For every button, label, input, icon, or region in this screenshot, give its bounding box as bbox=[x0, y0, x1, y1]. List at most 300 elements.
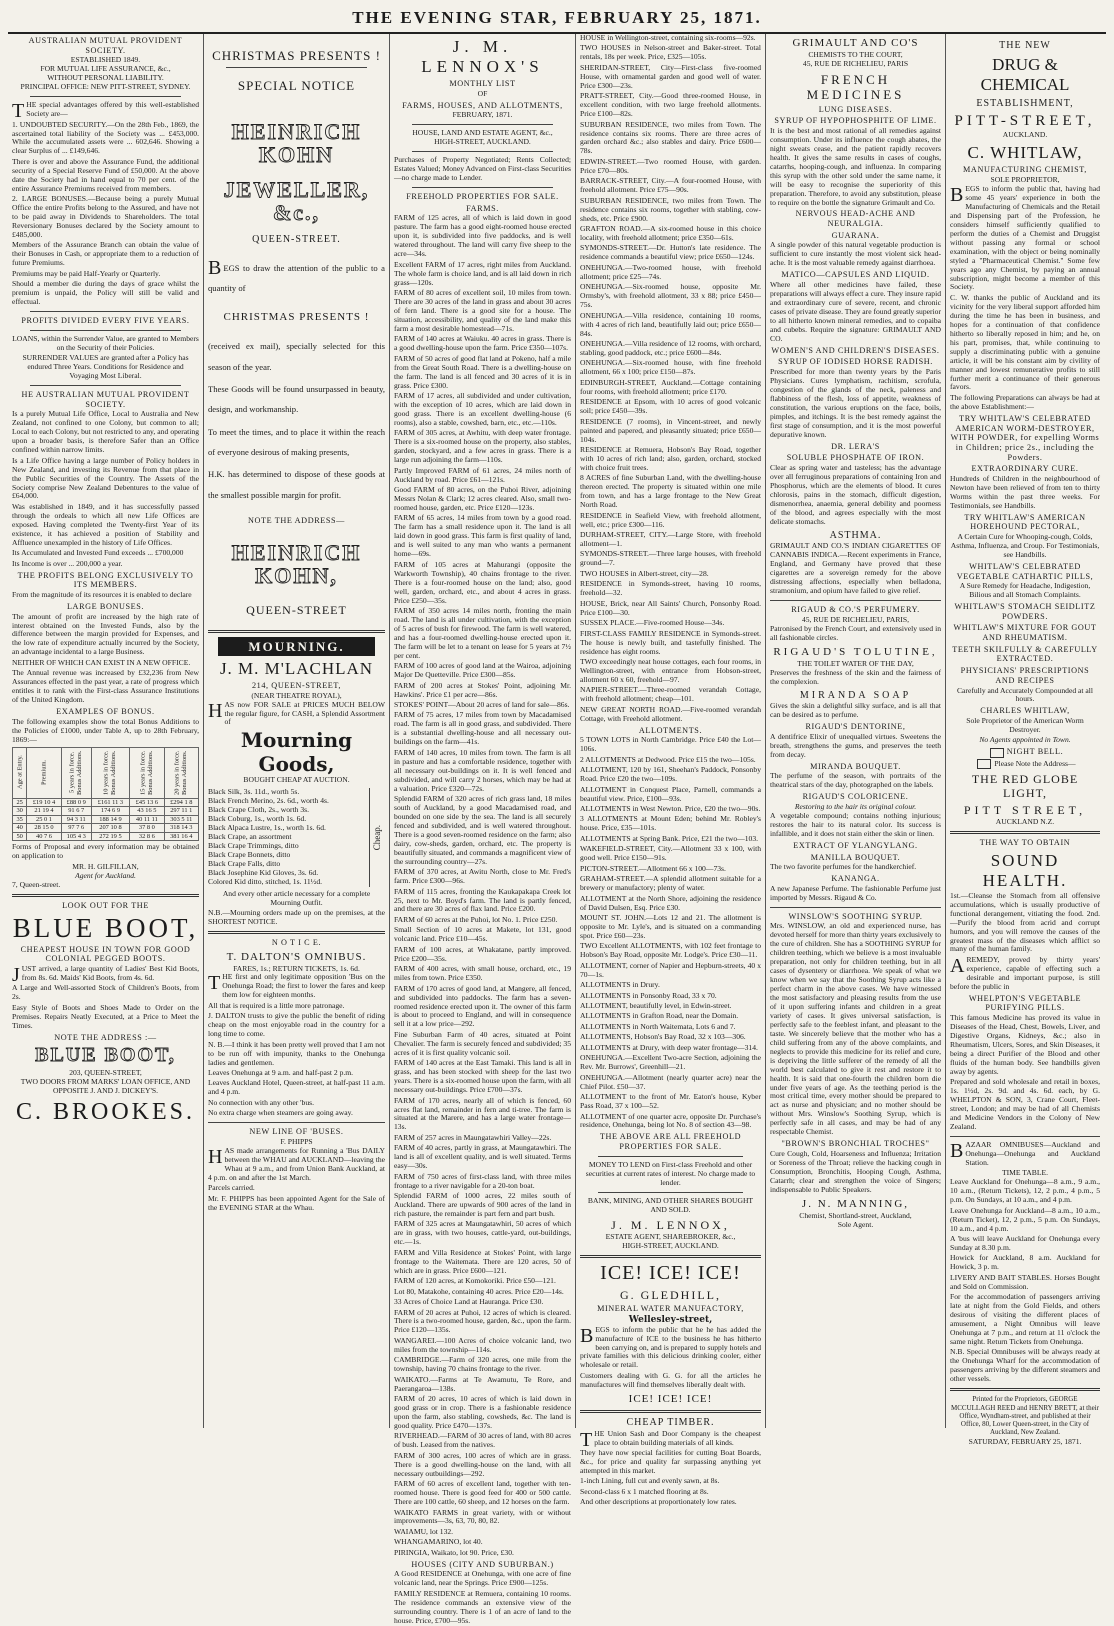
auckland: AUCKLAND. bbox=[1002, 130, 1048, 140]
table-cell: 303 5 11 bbox=[164, 815, 198, 824]
list-item: ALLOTMENT, 120 by 161, Sheehan's Paddock, Ponsonby Road. Price £20 the two—109s. bbox=[580, 765, 761, 784]
night-bell-label: NIGHT BELL. bbox=[1006, 747, 1064, 757]
tolutine-paragraph: Preserves the freshness of the skin and the fairness of the complexion. bbox=[770, 667, 941, 686]
list-item: RESIDENCE in Symonds-street, having 10 rooms, freehold—32. bbox=[580, 579, 761, 598]
amp2-paragraph: Is a purely Mutual Life Office, Local to Australia and New Zealand, not confined to one Colony, but common to all; Local to each Colony, but not restricted to any, and operating upon a broader basis, is therefore Safer than an Office confined within narrow limits. bbox=[12, 409, 199, 455]
women-children-heading: WOMEN'S AND CHILDREN'S DISEASES. bbox=[771, 345, 940, 355]
coloricene-heading: RIGAUD'S COLORICENE. bbox=[802, 792, 909, 802]
list-item: ALLOTMENT to the front of Mr. Eaton's house, Kyber Pass Road, 37 x 100—52. bbox=[580, 1092, 761, 1111]
french-medicines: FRENCH MEDICINES bbox=[806, 71, 905, 103]
items-side-label: Cheap. bbox=[372, 824, 383, 850]
income: Its Income is over ... 200,000 a year. bbox=[12, 558, 123, 568]
list-item: ALLOTMENT, corner of Napier and Hepburn-streets, 40 x 70—1s. bbox=[580, 960, 761, 979]
dentorine-heading: RIGAUD'S DENTORINE, bbox=[805, 722, 906, 732]
profits2-heading: THE PROFITS BELONG EXCLUSIVELY TO ITS MEMBERS. bbox=[17, 570, 194, 590]
table-header: Premium. bbox=[27, 747, 61, 798]
list-item: 3 ALLOTMENTS at Mount Eden; behind Mr. Robley's house. Price, £35—101s. bbox=[580, 814, 761, 833]
mclachlan-paragraph: HAS now FOR SALE at PRICES MUCH BELOW the regular figure, for CASH, a Splendid Assortment of bbox=[208, 699, 385, 727]
table-cell: 28 15 0 bbox=[27, 824, 61, 833]
christmas-presents-2: CHRISTMAS PRESENTS ! bbox=[223, 311, 370, 324]
list-item: 8 ACRES of fine Suburban Land, with the dwelling-house thereon erected. The property is situated within one mile from town, and has a large frontage to the New Great North Road. bbox=[580, 473, 761, 510]
amp-paragraph: THE special advantages offered by this well-established Society are— bbox=[12, 100, 199, 123]
table-header: 10 years in force. Bonus Additions. bbox=[91, 747, 129, 798]
divider bbox=[208, 630, 385, 633]
list-item: FARM of 350 acres 14 miles north, fronting the main road. The land is all under cultivation, with the exception of 5 acres of bush for firewood. The farm is well watered, and has a four-roomed dwelling-house erected upon it. The farm will be let to a tenant on lease for 5 years at 7½ per cent. bbox=[394, 605, 571, 660]
horehound-paragraph: A Certain Cure for Whooping-cough, Colds, Asthma, Influenza, and Croup. For Testimonials, see Handbills. bbox=[950, 532, 1100, 559]
list-item: FARM of 750 acres of first-class land, with three miles frontage to a river navigable for a 20-ton boat. bbox=[394, 1171, 571, 1190]
tolutine-sub: THE TOILET WATER OF THE DAY, bbox=[797, 658, 914, 668]
list-item: FARM of 140 acres at Waiuku. 40 acres in grass. There is a good dwelling-house upon the farm. Price £350—107s. bbox=[394, 334, 571, 353]
matico-paragraph: Where all other medicines have failed, these preparations will always effect a cure. They insure rapid and extraordinary cure of severe, recent, and chronic cases of private disease. They are found greatly superior to all hitherto known mineral remedies, and to copaiba and cubebs. Require the signature: GRIMAULT AND CO. bbox=[770, 280, 941, 343]
list-item: WAKEFIELD-STREET, City.—Allotment 33 x 100, with good well. Price £150—91s. bbox=[580, 844, 761, 863]
list-item: Black Crape, an assortment bbox=[208, 831, 292, 841]
the-new: THE NEW bbox=[999, 40, 1051, 51]
list-item: WANGAREI.—100 Acres of choice volcanic land, two miles from the township—114s. bbox=[394, 1335, 571, 1354]
table-cell: 105 4 3 bbox=[61, 832, 91, 841]
divider bbox=[598, 1156, 743, 1157]
pointing-hand-icon bbox=[977, 759, 991, 769]
list-item: Small Section of 10 acres at Makete, lot 131, good volcanic land. Price £10—45s. bbox=[394, 925, 571, 944]
pitt-street: PITT-STREET, bbox=[954, 112, 1096, 129]
dentorine-paragraph: A dentifrice Elixir of unequalled virtues. Sweetens the breath, strengthens the gums, and preserves the teeth from decay. bbox=[770, 731, 941, 759]
list-item: A Good RESIDENCE at Onehunga, with one acre of fine volcanic land, near the Springs. Price £900—125s. bbox=[394, 1569, 571, 1588]
list-item: 2 ALLOTMENTS at Dedwood. Price £15 the two—105s. bbox=[580, 754, 756, 764]
divider bbox=[412, 151, 553, 152]
monthly-list: MONTHLY LIST bbox=[449, 79, 516, 89]
list-item: FARM of 60 acres at the Puhoi, lot No. 1. Price £250. bbox=[394, 914, 558, 924]
divider bbox=[30, 330, 181, 331]
list-item: ALLOTMENTS in Ponsonby Road, 33 x 70. bbox=[580, 990, 717, 1000]
list-item: SYMONDS-STREET.—Dr. Hutton's late residence. The residence commands a beautiful view; price £650—124s. bbox=[580, 243, 761, 262]
queen-street-heading: QUEEN-STREET. bbox=[252, 234, 341, 246]
table-cell: 50 bbox=[13, 832, 27, 841]
surrender-text: SURRENDER VALUES are granted after a Policy has endured Three Years. Conditions for Residence and Voyaging Most Liberal. bbox=[22, 353, 189, 381]
amp-established: ESTABLISHED 1849. bbox=[70, 55, 141, 65]
forms-text: Forms of Proposal and every information may be obtained on application to bbox=[12, 842, 199, 861]
list-item: WAIAMU, lot 132. bbox=[394, 1526, 454, 1536]
list-item: FARM of 140 acres at the East Tamaki. This land is all in grass, and has been stocked with sheep for the last two years. There is a six-roomed house upon the farm, with all necessary out-buildings. Price £700—37s. bbox=[394, 1058, 571, 1095]
timber-paragraph: Second-class 6 x 1 matched flooring at 8s. bbox=[580, 1486, 709, 1496]
blue-boot-title-2: BLUE BOOT, bbox=[35, 1044, 176, 1067]
special-notice: SPECIAL NOTICE bbox=[237, 78, 356, 94]
dalton-omnibus: T. DALTON'S OMNIBUS. bbox=[226, 950, 367, 963]
note-address: NOTE THE ADDRESS— bbox=[248, 515, 345, 525]
table-cell: 381 16 4 bbox=[164, 832, 198, 841]
list-item: Black French Merino, 2s. 6d., worth 4s. bbox=[208, 796, 329, 806]
list-item: SHERIDAN-STREET, City—First-class five-roomed House, with ornamental garden and good well of water. Price £300—23s. bbox=[580, 62, 761, 90]
table-cell: 40 bbox=[13, 824, 27, 833]
notice-heading: N O T I C E. bbox=[271, 937, 322, 947]
columns bbox=[8, 33, 1106, 1625]
grimault-title: GRIMAULT AND CO'S bbox=[792, 37, 919, 49]
lookout-heading: LOOK OUT FOR THE bbox=[62, 900, 149, 910]
divider bbox=[208, 931, 385, 934]
divider bbox=[30, 311, 181, 312]
list-item: STOKES' POINT—About 20 acres of land for sale—86s. bbox=[394, 700, 570, 710]
profits-heading: PROFITS DIVIDED EVERY FIVE YEARS. bbox=[21, 316, 190, 326]
iodised-paragraph: Prescribed for more than twenty years by the Paris Physicians. Cures lymphatism, rachitism, scrofula, congestion of the glands of the neck, paleness and flabbiness of the flesh, loss of appetite, weakness of constitution, the various eruptions on the face, boils, pimples, and itchings. It is the best remedy against the first stage of consumption, and it is the most powerful depurative known. bbox=[770, 367, 941, 439]
table-cell: 35 bbox=[13, 815, 27, 824]
list-item: FARM of 305 acres, at Awhitu, with deep water frontage. There is a six-roomed house on the property, also stables, garden, stockyard, and a few acres in grass. There is a large run adjoining the farm—110s. bbox=[394, 428, 571, 465]
pointing-hand-icon bbox=[990, 748, 1004, 758]
dalton-paragraph: Leaves Auckland Hotel, Queen-street, at half-past 11 a.m. and 4 p.m. bbox=[208, 1078, 385, 1097]
list-item: FARM of 257 acres in Maungatawhiri Valley—22s. bbox=[394, 1132, 552, 1142]
agent-title: Agent for Auckland. bbox=[75, 870, 136, 880]
table-cell: £45 13 6 bbox=[130, 798, 164, 807]
christmas-heading: CHRISTMAS PRESENTS ! bbox=[212, 48, 381, 63]
phipps-paragraph: HAS made arrangements for Running a 'Bus DAILY between the WHAU and AUCKLAND—leaving the Whau at 9 a.m., and from Union Bank Auckland, at 4 p.m. on and after the 1st March. bbox=[208, 1145, 385, 1182]
timber-paragraph: They have now special facilities for cutting Boat Boards, &c., for price and quality far surpassing anything yet attempted in this market. bbox=[580, 1447, 761, 1475]
queen-street-203: 203, QUEEN-STREET, bbox=[69, 1068, 142, 1078]
dalton-paragraph: No connection with any other 'bus. bbox=[208, 1097, 314, 1107]
divider bbox=[950, 1388, 1100, 1391]
list-item: NAPIER-STREET.—Three-roomed verandah Cottage, with freehold allotment; cheap—101. bbox=[580, 685, 761, 704]
bank-shares: BANK, MINING, AND OTHER SHARES BOUGHT AND SOLD. bbox=[587, 1195, 754, 1214]
horehound-heading: TRY WHITLAW'S AMERICAN HOREHOUND PECTORAL, bbox=[964, 512, 1086, 532]
february-date: FEBRUARY, 1871. bbox=[452, 110, 513, 120]
kohn-paragraph: BEGS to draw the attention of the public to a quantity of bbox=[208, 256, 385, 294]
amp2-paragraph: Was established in 1849, and it has successfully passed through the ordeals to which all new Life Offices are exposed. Having completed the Twenty-first Year of its existence, it has achieved a position of Stability and Affluence unexampled in the history of Life Offices. bbox=[12, 501, 199, 547]
amp-paragraph: Should a member die during the days of grace whilst the premium is unpaid, the Policy will still be valid and effectual. bbox=[12, 279, 199, 307]
farm-listings bbox=[394, 214, 571, 1557]
dalton-paragraph: Leaves Onehunga at 9 a.m. and half-past 2 p.m. bbox=[208, 1067, 354, 1077]
ylang-heading: EXTRACT OF YLANGYLANG. bbox=[793, 840, 918, 850]
mourning-goods-title: Mourning Goods, bbox=[240, 727, 353, 776]
list-item: NEW GREAT NORTH ROAD.—Five-roomed verandah Cottage, with Freehold allotment. bbox=[580, 704, 761, 723]
gledhill-name: G. GLEDHILL, bbox=[620, 1288, 721, 1303]
above-freehold: THE ABOVE ARE ALL FREEHOLD PROPERTIES FOR SALE. bbox=[599, 1132, 742, 1152]
list-item: Black Crape Bonnets, ditto bbox=[208, 849, 291, 859]
bouquet-heading: MIRANDA BOUQUET. bbox=[810, 761, 901, 771]
list-item: Fine Suburban Farm of 40 acres, situated at Point Chevalier. The farm is securely fenced and subdivided; 35 acres of it is first quality volcanic soil. bbox=[394, 1029, 571, 1057]
timetable-paragraph: Howick for Auckland, 8 a.m. Auckland for Howick, 3 p. m. bbox=[950, 1253, 1100, 1272]
column-3 bbox=[390, 34, 576, 1625]
list-item: FARM of 105 acres at Mahurangi (opposite the Warkworth Township), 40 chains frontage to the river. There is a four-roomed house on the land; also, good well, garden, orchard, etc., and about 4 acres in grass. Price £250—35s. bbox=[394, 559, 571, 605]
dalton-paragraph: N. B.—I think it has been pretty well proved that I am not to be run off with impunity, thanks to the Onehunga ladies and gentlemen. bbox=[208, 1039, 385, 1067]
amp-paragraph: 1. UNDOUBTED SECURITY.—On the 28th Feb., 1869, the ascertained total liability of the Society was ... £453,000. While the accumulated assets were ... 602,646. Showing a clear Surplus of ... £149,646. bbox=[12, 119, 199, 156]
list-item: FARM of 140 acres, 10 miles from town. The farm is all in pasture and has a comfortable residence, together with all necessary out-buildings on it. It is well fenced and subdivided, and will carry 2 horses, which may be had at a valuation. Price £320—72s. bbox=[394, 747, 571, 793]
note-address-label: Please Note the Address— bbox=[994, 758, 1076, 768]
examples-heading: EXAMPLES OF BONUS. bbox=[56, 707, 155, 717]
red-globe-light: THE RED GLOBE LIGHT, bbox=[971, 771, 1079, 800]
table-cell: 40 7 6 bbox=[27, 832, 61, 841]
kohn-paragraph: H.K. has determined to dispose of these goods at the smallest possible margin for profit. bbox=[208, 469, 385, 500]
amp-paragraph: Premiums may be paid Half-Yearly or Quarterly. bbox=[12, 268, 161, 278]
loans-text: LOANS, within the Surrender Value, are granted to Members on the Security of their Policies. bbox=[12, 333, 199, 352]
charles-whitlaw-paragraph: Sole Proprietor of the American Worm Destroyer. bbox=[966, 716, 1084, 735]
amp2-paragraph: Is a Life Office having a large number of Policy holders in New Zealand, and investing its Revenue from that place in the Public Securities of the Country. The Assets of the Society comprise New Zealand Debentures to the value of £64,000. bbox=[12, 455, 199, 501]
divider bbox=[30, 96, 181, 97]
amp-subtitle: FOR MUTUAL LIFE ASSURANCE, &c., bbox=[40, 64, 171, 74]
houses-heading: HOUSES (CITY AND SUBURBAN.) bbox=[411, 1559, 554, 1569]
divider bbox=[30, 385, 181, 386]
list-item: FARM of 170 acres, nearly all of which is fenced, 60 acres flat land, remainder in fern and ti-tree. The farm is situated at the Marere, and has a large water frontage—13s. bbox=[394, 1095, 571, 1132]
list-item: FARM of 40 acres, partly in grass, at Maungatawhiri. The land is all of excellent quality, and is well situated. Terms easy—30s. bbox=[394, 1143, 571, 1171]
table-cell: 21 19 4 bbox=[27, 807, 61, 816]
list-item: EDWIN-STREET.—Two roomed House, with garden. Price £70—80s. bbox=[580, 156, 761, 175]
prepared-paragraph: Prepared and sold wholesale and retail in boxes, 1s. 1½d, 2s. 9d. and 4s. 6d. each, by G. WHELPTON & SON, 3, Crane Court, Fleet-street, London; and may be had of all Chemists and Medicine Vendors in the Colony of New Zealand. bbox=[950, 1077, 1100, 1132]
list-item: FARM of 300 acres, 100 acres of which are in grass. There is a good dwelling-house on the land, with all necessary outbuildings—292. bbox=[394, 1450, 571, 1478]
dalton-paragraph: All that is required is a little more patronage. bbox=[208, 1000, 345, 1010]
two-doors: TWO DOORS FROM MARKS' LOAN OFFICE, AND bbox=[20, 1077, 191, 1087]
rigaud-paragraph: Patronised by the French Court, and extensively used in all fashionable circles. bbox=[770, 623, 941, 642]
mclachlan-paragraph: And every other article necessary for a complete Mourning Outfit. bbox=[222, 888, 371, 907]
auckland-nz: AUCKLAND N.Z. bbox=[995, 817, 1055, 827]
miranda-soap-heading: MIRANDA SOAP bbox=[799, 689, 912, 701]
cheap-timber-heading: CHEAP TIMBER. bbox=[626, 1416, 715, 1428]
establishment: ESTABLISHMENT, bbox=[976, 97, 1074, 109]
list-item: FARM of 170 acres of good land, at Mangere, all fenced, and subdivided into paddocks. The farm has a seven-roomed residence erected upon it. The owner of this farm is about to proceed to England, and will in consequence sell it at a low price—292. bbox=[394, 983, 571, 1029]
list-item: FARM of 100 acres, at Whakatane, partly improved. Price £200—35s. bbox=[394, 944, 571, 963]
kananga-heading: KANANGA. bbox=[831, 874, 880, 884]
list-item: TWO Excellent ALLOTMENTS, with 102 feet frontage to Hobson's Bay Road, opposite Mr. Lodge's. Price £30—11. bbox=[580, 941, 761, 960]
list-item: Good FARM of 80 acres, on the Puhoi River, adjoining Messrs Nolan & Clark; 12 acres cleared. Also, small two-roomed house, garden, etc. Price £120—123s. bbox=[394, 485, 571, 512]
items-list bbox=[208, 788, 370, 886]
list-item: Splendid FARM of 320 acres of rich grass land, 18 miles south of Auckland, by a good Macadamised road, and bounded on one side by the sea. The land is all securely fenced and subdivided, and is well watered throughout. There is a good seven-roomed residence on the farm; also dairy, cow-sheds, garden, orchard, etc. The property is beautifully situated, and commands a magnificent view of the surrounding country—27s. bbox=[394, 794, 571, 866]
list-item: Black Coburg, 1s., worth 1s. 6d. bbox=[208, 813, 307, 823]
miranda-paragraph: Gives the skin a delightful silky surface, and is all that can be desired as to perfume. bbox=[770, 701, 941, 720]
list-item: GRAFTON ROAD.—A six-roomed house in this choice locality, with freehold allotment; price £350—61s. bbox=[580, 224, 761, 243]
list-item: Colored Kid ditto, stitched, 1s. 11½d. bbox=[208, 876, 323, 886]
jeweller-title: JEWELLER, &c., bbox=[223, 176, 370, 225]
blue-boot-paragraph: A Large and Well-assorted Stock of Children's Boots, from 2s. bbox=[12, 983, 199, 1002]
lennox-role: ESTATE AGENT, SHAREBROKER, &c., bbox=[605, 1231, 736, 1241]
guarana-heading: GUARANA. bbox=[831, 230, 880, 240]
health-paragraph: 1st.—Cleanse the Stomach from all offensive accumulations, which is usually productive of functional derangement, vitiating the food. 2nd.—Purify the blood from acrid and corrupt humors, and you will remove the causes of the greatest mass of the diseases which afflict so many of the human family. bbox=[950, 890, 1100, 954]
blue-boot-paragraph: JUST arrived, a large quantity of Ladies' Best Kid Boots, from 8s. 6d. Maids' Kid Boots, from 4s. 6d. bbox=[12, 964, 199, 986]
dalton-paragraph: THE first and only legitimate opposition 'Bus on the Onehunga Road; the first to lower the fares and keep them low for eighteen months. bbox=[208, 972, 385, 1000]
gout-heading: WHITLAW'S MIXTURE FOR GOUT AND RHEUMATISM. bbox=[953, 623, 1097, 643]
list-item: FARM of 20 acres at Puhoi, 12 acres of which is cleared. There is a two-roomed house, garden, &c., upon the farm. Price £120—135s. bbox=[394, 1307, 571, 1335]
whitlaw-paragraph: The following Preparations can always be had at the above Establishment:— bbox=[950, 392, 1100, 411]
column-6 bbox=[946, 34, 1104, 1446]
table-header: 20 years in force. Bonus Additions. bbox=[164, 747, 198, 798]
nervous-heading: NERVOUS HEAD-ACHE AND NEURALGIA. bbox=[795, 209, 916, 229]
ice-heading-2: ICE! ICE! ICE! bbox=[628, 1392, 713, 1405]
large-bonuses-heading: LARGE BONUSES. bbox=[66, 601, 145, 611]
list-item: ONEHUNGA.—Six-roomed house, opposite Mr. Ormsby's, with freehold allotment, 33 x 88; price £450—75s. bbox=[580, 282, 761, 310]
ice-heading: ICE! ICE! ICE! bbox=[600, 1261, 741, 1284]
amp-paragraph: There is over and above the Assurance Fund, the additional security of a Special Reserve Fund of £50,000. At the above date the Society had in hand equal to 70 per cent. of the entire Assurance Premiums received from members. bbox=[12, 156, 199, 193]
divider bbox=[950, 1136, 1100, 1137]
list-item: Lot 80, Matakohe, containing 40 acres. Price £20—14s. bbox=[394, 1286, 564, 1296]
whelpton-paragraph: This famous Medicine has proved its value in Diseases of the Head, Chest, Bowels, Liver, and Digestive Organs, Kidneys, &c.; also in Rheumatism, Ulcers, Sores, and Skin Diseases, it being a direct Purifier of the Blood and other fluids of the human body. See handbills given away by agents. bbox=[950, 1013, 1100, 1076]
lennox-address: HIGH-STREET, AUCKLAND. bbox=[622, 1240, 719, 1250]
list-item: WAIKATO.—Farms at Te Awamutu, Te Rore, and Paerangaroa—138s. bbox=[394, 1374, 571, 1393]
table-header-row bbox=[13, 747, 199, 798]
rue-richelieu: 45, RUE DE RICHELIEU, PARIS bbox=[802, 58, 909, 68]
kohn-paragraph: These Goods will be found unsurpassed in beauty, design, and workmanship. bbox=[208, 383, 385, 415]
list-item: GRAHAM-STREET.—A splendid allotment suitable for a brewery or manufactory; plenty of water. bbox=[580, 874, 761, 893]
list-item: ONEHUNGA.—Six-roomed house, with fine freehold allotment, 66 x 100; price £150—87s. bbox=[580, 358, 761, 377]
cathartic-paragraph: A Sure Remedy for Headache, Indigestion, Bilious and all Stomach Complaints. bbox=[959, 581, 1091, 600]
mclachlan-near: (NEAR THEATRE ROYAL), bbox=[251, 690, 342, 700]
table-header: Age at Entry. bbox=[13, 747, 27, 798]
matico-heading: MATICO—CAPSULES AND LIQUID. bbox=[781, 270, 930, 280]
phipps-paragraph: Parcels carried. bbox=[208, 1183, 255, 1193]
charles-whitlaw: CHARLES WHITLAW, bbox=[980, 706, 1070, 716]
wellesley-street: Wellesley-street, bbox=[628, 1315, 713, 1326]
worm-destroyer: TRY WHITLAW'S CELEBRATED AMERICAN WORM-DESTROYER, WITH POWDER, for expelling Worms in Children; price 2s., including the Powders. bbox=[950, 413, 1100, 462]
physicians-paragraph: Carefully and Accurately Compounded at all hours. bbox=[956, 685, 1093, 704]
table-cell: £161 11 3 bbox=[91, 798, 129, 807]
list-item: PIRINGIA, Waikato, lot 90. Price, £30. bbox=[394, 1547, 514, 1557]
list-item: Excellent FARM of 17 acres, right miles from Auckland. The whole farm is choice land, and is all laid down in rich grass—120s. bbox=[394, 259, 571, 287]
table-cell: 91 6 7 bbox=[61, 807, 91, 816]
list-item: TWO HOUSES in Nelson-street and Baker-street. Total rentals, 18s per week. Price, £325—105s. bbox=[580, 43, 761, 62]
list-item: FARM of 80 acres of excellent soil, 10 miles from town. There are 30 acres of the land in grass and about 30 acres of fern land. There is a good site for a house. The situation, accessibility, and quality of the land make this farm a most desirable homestead—71s. bbox=[394, 288, 571, 333]
list-item: RESIDENCE in Seafield View, with freehold allotment, well, etc.; price £300—116. bbox=[580, 510, 761, 529]
list-item: ALLOTMENTS in North Waitemata, Lots 6 and 7. bbox=[580, 1021, 736, 1031]
list-item: ALLOTMENT, beautifully level, in Edwin-street. bbox=[580, 1001, 732, 1011]
rigaud-heading: RIGAUD & CO.'S PERFUMERY. bbox=[791, 605, 920, 615]
manilla-heading: MANILLA BOUQUET. bbox=[810, 852, 901, 862]
extraordinary-cure: EXTRAORDINARY CURE. bbox=[971, 464, 1079, 474]
remedy-paragraph: AREMEDY, proved by thirty years' experience, capable of effecting such a desirable and important purpose, is still before the public in bbox=[950, 954, 1100, 991]
sound-health: SOUND HEALTH. bbox=[982, 850, 1068, 890]
money-to-lend: MONEY TO LEND on First-class Freehold and other securities at current rates of interest. No charge made to lender. bbox=[585, 1159, 756, 1187]
no-agents: No Agents appointed in Town. bbox=[979, 735, 1071, 745]
list-item: FIRST-CLASS FAMILY RESIDENCE in Symonds-street. The house is newly built, and tastefully finished. The residence has eight rooms. bbox=[580, 628, 761, 656]
list-item: Black Crape Falls, ditto bbox=[208, 858, 281, 868]
divider bbox=[770, 907, 941, 908]
divider bbox=[412, 124, 553, 125]
table-cell: 30 bbox=[13, 807, 27, 816]
list-item: RESIDENCE at Remuera, Hobson's Bay Road, together with 10 acres of rich land; also, garden, orchard, stocked with choice fruit trees. bbox=[580, 444, 761, 472]
pitt-street-2: PITT STREET, bbox=[963, 802, 1087, 817]
winslow-paragraph: Mrs. WINSLOW, an old and experienced nurse, has devoted herself for more than thirty years exclusively to the cure of children. She has a SOOTHING SYRUP for children teething, which we believe is a most invaluable preparation, not only for children teething, but in all cases of dysentery or diarrhoea. We speak of what we know when we say that the Soothing Syrup acts like a perfect charm in the above cases. We have witnessed the most satisfactory and pleasing results from the use of it upon suffering infants and children in a great variety of cases. It gives universal satisfaction, is perfectly safe to the feeblest infant, and pleasant to the taste. We sincerely believe that the mother who has a child suffering from any of the above complaints, and neglects to provide this medicine for its relief and cure, is depriving the little sufferer of the remedy of all the world best calculated to give it rest and restore it to health. It is said that one-fourth the children born die under five years of age. As the teething period is the most critical time, every mother should be prepared to act as nurse and physician; and no mother should be without Mrs. Winslow's Soothing Syrup, which is perfectly safe in all cases, and may be had of any respectable Chemist. bbox=[770, 921, 941, 1137]
list-item: ALLOTMENT at the North Shore, adjoining the residence of David Dulsen, Esq. Price £30. bbox=[580, 893, 761, 912]
mourning-banner: MOURNING. bbox=[218, 637, 375, 656]
asthma-heading: ASTHMA. bbox=[829, 529, 882, 541]
list-item: RESIDENCE (7 rooms), in Vincent-street, and newly painted and papered, and pleasantly situated; price £650—104s. bbox=[580, 416, 761, 444]
ylang-paragraph: The two favorite perfumes for the handkerchief. bbox=[770, 862, 917, 872]
list-item: FARM of 100 acres of good land at the Wairoa, adjoining Major De Quetteville. Price £300—85s. bbox=[394, 661, 571, 680]
agent-name: MR. H. GILFILLAN, bbox=[72, 861, 139, 871]
list-item: FARM of 17 acres, all subdivided and under cultivation, with the exception of 10 acres, which are laid down in good grass. There is an excellent dwelling-house (6 rooms), also a stable, cowshed, barn, etc., etc.—110s. bbox=[394, 391, 571, 427]
lung-diseases: LUNG DISEASES. bbox=[818, 104, 893, 114]
livery-paragraph: For the accommodation of passengers arriving late at night from the Gold Fields, and others desirous of visiting the different places of amusement, a Night Omnibus will leave Onehunga at 7 p.m., and return at 11 o'clock the same night. Return Tickets from Onehunga. bbox=[950, 1292, 1100, 1346]
list-item: CAMBRIDGE.—Farm of 320 acres, one mile from the township, having 70 chains frontage to the river. bbox=[394, 1355, 571, 1374]
list-item: FARM and Villa Residence at Stokes' Point, with large frontage to the Waitemata. There are 120 acres, 50 of which are in grass. Price £600—121. bbox=[394, 1247, 571, 1275]
large-bonuses-paragraph: The amount of profit are increased by the high rate of interest obtained on the Invested Funds, also by the difference between the margin provided for Expenses, and the low rate of expenditure actually incurred by the Society, an advantage incidental to a large Business. bbox=[12, 611, 199, 657]
lennox-name: J. M. LENNOX, bbox=[611, 1217, 730, 1232]
blue-boot-paragraph: Easy Style of Boots and Shoes Made to Order on the Premises. Repairs Neatly Executed, at a Price to Meet the Times. bbox=[12, 1002, 199, 1030]
list-item: TWO exceedingly neat house cottages, each four rooms, in Wellington-street, with entrance from Hobson-street, allotment 60 x 60, freehold—97. bbox=[580, 656, 761, 684]
seidlitz-heading: WHITLAW'S STOMACH SEIDLITZ POWDERS. bbox=[954, 602, 1096, 621]
mineral-water: MINERAL WATER MANUFACTORY, bbox=[597, 1304, 744, 1314]
purchases-text: Purchases of Property Negotiated; Rents Collected; Estates Valued; Money Advanced on First-class Securities—no charge made to Lender. bbox=[394, 155, 571, 183]
winslow-heading: WINSLOW'S SOOTHING SYRUP. bbox=[788, 911, 923, 921]
list-item: 5 TOWN LOTS in North Cambridge. Price £40 the Lot—106s. bbox=[580, 735, 761, 754]
whelpton-heading: WHELPTON'S VEGETABLE PURIFYING PILLS. bbox=[968, 993, 1082, 1013]
iodised-heading: SYRUP OF IODISED HORSE RADISH. bbox=[778, 357, 933, 367]
heinrich-kohn-title-2: HEINRICH KOHN, bbox=[231, 540, 362, 589]
list-item: MOUNT ST. JOHN.—Lots 12 and 21. The allotment is opposite to Mr. Lyle's, and is situated on a commanding spot. Price £60—23s. bbox=[580, 912, 761, 940]
manning-address: Chemist, Shortland-street, Auckland, bbox=[799, 1210, 912, 1220]
divider bbox=[412, 187, 553, 188]
list-item: ONEHUNGA.—Villa residence of 12 rooms, with orchard, stabling, good paddock, etc.; price £600—84s. bbox=[580, 339, 761, 357]
table-cell: 272 19 5 bbox=[91, 832, 129, 841]
table-header: 5 years in force. Bonus Additions. bbox=[61, 747, 91, 798]
list-item: EDINBURGH-STREET, Auckland.—Cottage containing four rooms, with freehold allotment; price £170. bbox=[580, 377, 761, 396]
manning-name: J. N. MANNING, bbox=[801, 1197, 910, 1210]
list-item: ALLOTMENT of one quarter acre, opposite Dr. Purchase's residence, Onehunga, being lot No. 8 of section 43—98. bbox=[580, 1111, 761, 1130]
mclachlan-nb: N.B.—Mourning orders made up on the premises, at the SHORTEST NOTICE. bbox=[208, 907, 385, 926]
list-item: ALLOTMENTS in West Newton. Price, £20 the two—90s. bbox=[580, 803, 761, 813]
whitlaw-paragraph: BEGS to inform the public that, having had some 45 years' experience in both the Manufacturing of Chemicals and the Retail and Dispensing part of the Profession, he considers himself sufficiently qualified to perform the duties of a Chemist and Druggist without passing any formal or school examination, with the object or being nominally styled a "Pharmaceutical Chemist." Some few years ago any Chemist, by paying an annual subscription, might become a member of this Society. bbox=[950, 184, 1100, 292]
farms-houses-allotments: FARMS, HOUSES, AND ALLOTMENTS, bbox=[402, 100, 563, 110]
list-item: WHANGAMARINO, lot 40. bbox=[394, 1537, 483, 1547]
list-item: ALLOTMENTS at Spring Bank. Price, £21 the two—103. bbox=[580, 833, 759, 843]
list-item: FARM of 120 acres, at Komokoriki. Price £50—121. bbox=[394, 1276, 556, 1286]
imprint: Printed for the Proprietors, GEORGE MCCULLAGH REED and HENRY BRETT, at their Office, Wyndham-street, and published at their Office, 80, Lower Queen-street, in the City of Auckland, New Zealand. bbox=[951, 1395, 1099, 1437]
allotments-heading: ALLOTMENTS. bbox=[638, 725, 703, 735]
farms-heading: FARMS. bbox=[466, 203, 499, 213]
neither-text: NEITHER OF WHICH CAN EXIST IN A NEW OFFICE. bbox=[12, 657, 191, 667]
night-bell bbox=[950, 747, 1100, 757]
list-item: BARRACK-STREET, City.—A four-roomed House, with freehold allotment. Price £75—90s. bbox=[580, 176, 761, 195]
list-item: SUSSEX PLACE.—Five-roomed House—34s. bbox=[580, 618, 725, 628]
table-row bbox=[13, 807, 199, 816]
divider bbox=[950, 831, 1100, 834]
amp-paragraph: Members of the Assurance Branch can obtain the value of their Bonuses in Cash, or appropriate them to a reduction of future Premiums. bbox=[12, 240, 199, 268]
imprint-date: SATURDAY, FEBRUARY 25, 1871. bbox=[968, 1437, 1082, 1446]
list-item: WAIKATO FARMS in great variety, with or without improvements—3s, 63, 70, 80, 82. bbox=[394, 1507, 571, 1526]
list-item: FARM of 200 acres at Stokes' Point, adjoining Mr. Hawkins'. Price £1 per acre—86s. bbox=[394, 680, 571, 699]
list-item: ALLOTMENTS, Hobson's Bay Road, 32 x 103—306. bbox=[580, 1032, 746, 1042]
list-item: FARM of 115 acres, fronting the Kaukapakapa Creek lot 25, next to Mr. Boyd's farm. The land is partly fenced, and there are 30 acres of flax land. Price £200. bbox=[394, 886, 571, 914]
cheapest-heading: CHEAPEST HOUSE IN TOWN FOR GOOD COLONIAL PEGGED BOOTS. bbox=[20, 944, 191, 964]
amp2-title: HE AUSTRALIAN MUTUAL PROVIDENT SOCIETY. bbox=[21, 390, 190, 409]
note-address: NOTE THE ADDRESS :— bbox=[54, 1032, 157, 1042]
divider bbox=[770, 600, 941, 601]
new-line-heading: NEW LINE OF 'BUSES. bbox=[249, 1127, 344, 1137]
sole-agent: Sole Agent. bbox=[837, 1219, 874, 1229]
list-item: FARM of 325 acres at Maungatawhiri, 50 acres of which are in grass, with two houses, cattle-yard, out-buildings, etc.—1s. bbox=[394, 1219, 571, 1247]
bonus-table bbox=[12, 747, 199, 842]
list-item: PRATT-STREET, City.—Good three-roomed House, in excellent condition, with two large freehold allotments. Price £100—82s. bbox=[580, 91, 761, 119]
soluble-heading: SOLUBLE PHOSPHATE OF IRON. bbox=[786, 453, 925, 463]
divider bbox=[580, 1410, 761, 1413]
list-item: SUBURBAN RESIDENCE, two miles from Town. The residence contains six rooms. There are three acres of garden orchard &c.; also stables and dairy. Price £600—78s. bbox=[580, 119, 761, 156]
note-address bbox=[950, 759, 1100, 769]
manufacturing-chemist: MANUFACTURING CHEMIST, bbox=[963, 165, 1087, 175]
table-cell: 207 10 8 bbox=[91, 824, 129, 833]
list-item: FARM of 50 acres of good flat land at Pokeno, half a mile from the Great South Road. There is a dwelling-house on the farm. The land is all fenced and 30 acres of it is in grass. Price £300. bbox=[394, 353, 571, 390]
list-item: ONEHUNGA.—Allotment (nearly quarter acre) near the Chief Pilot. £50—37. bbox=[580, 1072, 761, 1091]
dalton-paragraph: No extra charge when steamers are going away. bbox=[208, 1108, 353, 1118]
house-listings-continued bbox=[580, 34, 761, 724]
amp-office: PRINCIPAL OFFICE: NEW PITT-STREET, SYDNEY. bbox=[20, 82, 191, 92]
amp-subtitle-2: WITHOUT PERSONAL LIABILITY. bbox=[47, 73, 164, 83]
table-cell: 32 8 6 bbox=[130, 832, 164, 841]
cathartic-pills-heading: WHITLAW'S CELEBRATED VEGETABLE CATHARTIC PILLS, bbox=[956, 561, 1094, 581]
leras-paragraph: Clear as spring water and tasteless; has the advantage over all ferruginous preparations of containing Iron and Phosphorus, which are the elements of blood. It cures chlorosis, pains in the stomach, difficult digestion, dismenorrhea, anaemia, general debility and poorness of the blood, and agrees especially with the most delicate stomachs. bbox=[770, 462, 941, 526]
table-cell: £88 0 9 bbox=[61, 798, 91, 807]
dalton-paragraph: J. DALTON trusts to give the public the benefit of riding cheap on the most enjoyable road in the country for a long time to come. bbox=[208, 1011, 385, 1039]
way-to-obtain: THE WAY TO OBTAIN bbox=[979, 837, 1071, 847]
list-item: FARM of 75 acres, 17 miles from town by Macadamised road. The farm is all in good grass, and subdivided. There is a substantial dwelling-house and all necessary out-buildings on the farm—41s. bbox=[394, 710, 571, 747]
timetable-paragraph: Leave Onehunga for Auckland—8 a.m., 10 a.m., (Return Ticket), 12, 2 p.m., 5 p.m. On Sundays, 10 a.m., and 4 p.m. bbox=[950, 1205, 1100, 1233]
tolutine-heading: RIGAUD'S TOLUTINE, bbox=[773, 645, 938, 658]
list-item: ALLOTMENTS in Drury. bbox=[580, 980, 660, 990]
high-street: HIGH-STREET, AUCKLAND. bbox=[434, 137, 531, 147]
list-item: Black Josephine Kid Gloves, 3s. 6d. bbox=[208, 867, 319, 877]
syrup-heading: SYRUP OF HYPOPHOSPHITE OF LIME. bbox=[774, 116, 937, 126]
table-cell: 188 14 9 bbox=[91, 815, 129, 824]
brown-paragraph: Cure Cough, Cold, Hoarseness and Influenza; Irritation or Soreness of the Throat; relieve the hacking cough in Consumption, Bronchitis, Hooping Cough, Asthma, Catarrh; clear and strengthen the voice of Singers; indispensable to Public Speakers. bbox=[770, 1148, 941, 1194]
